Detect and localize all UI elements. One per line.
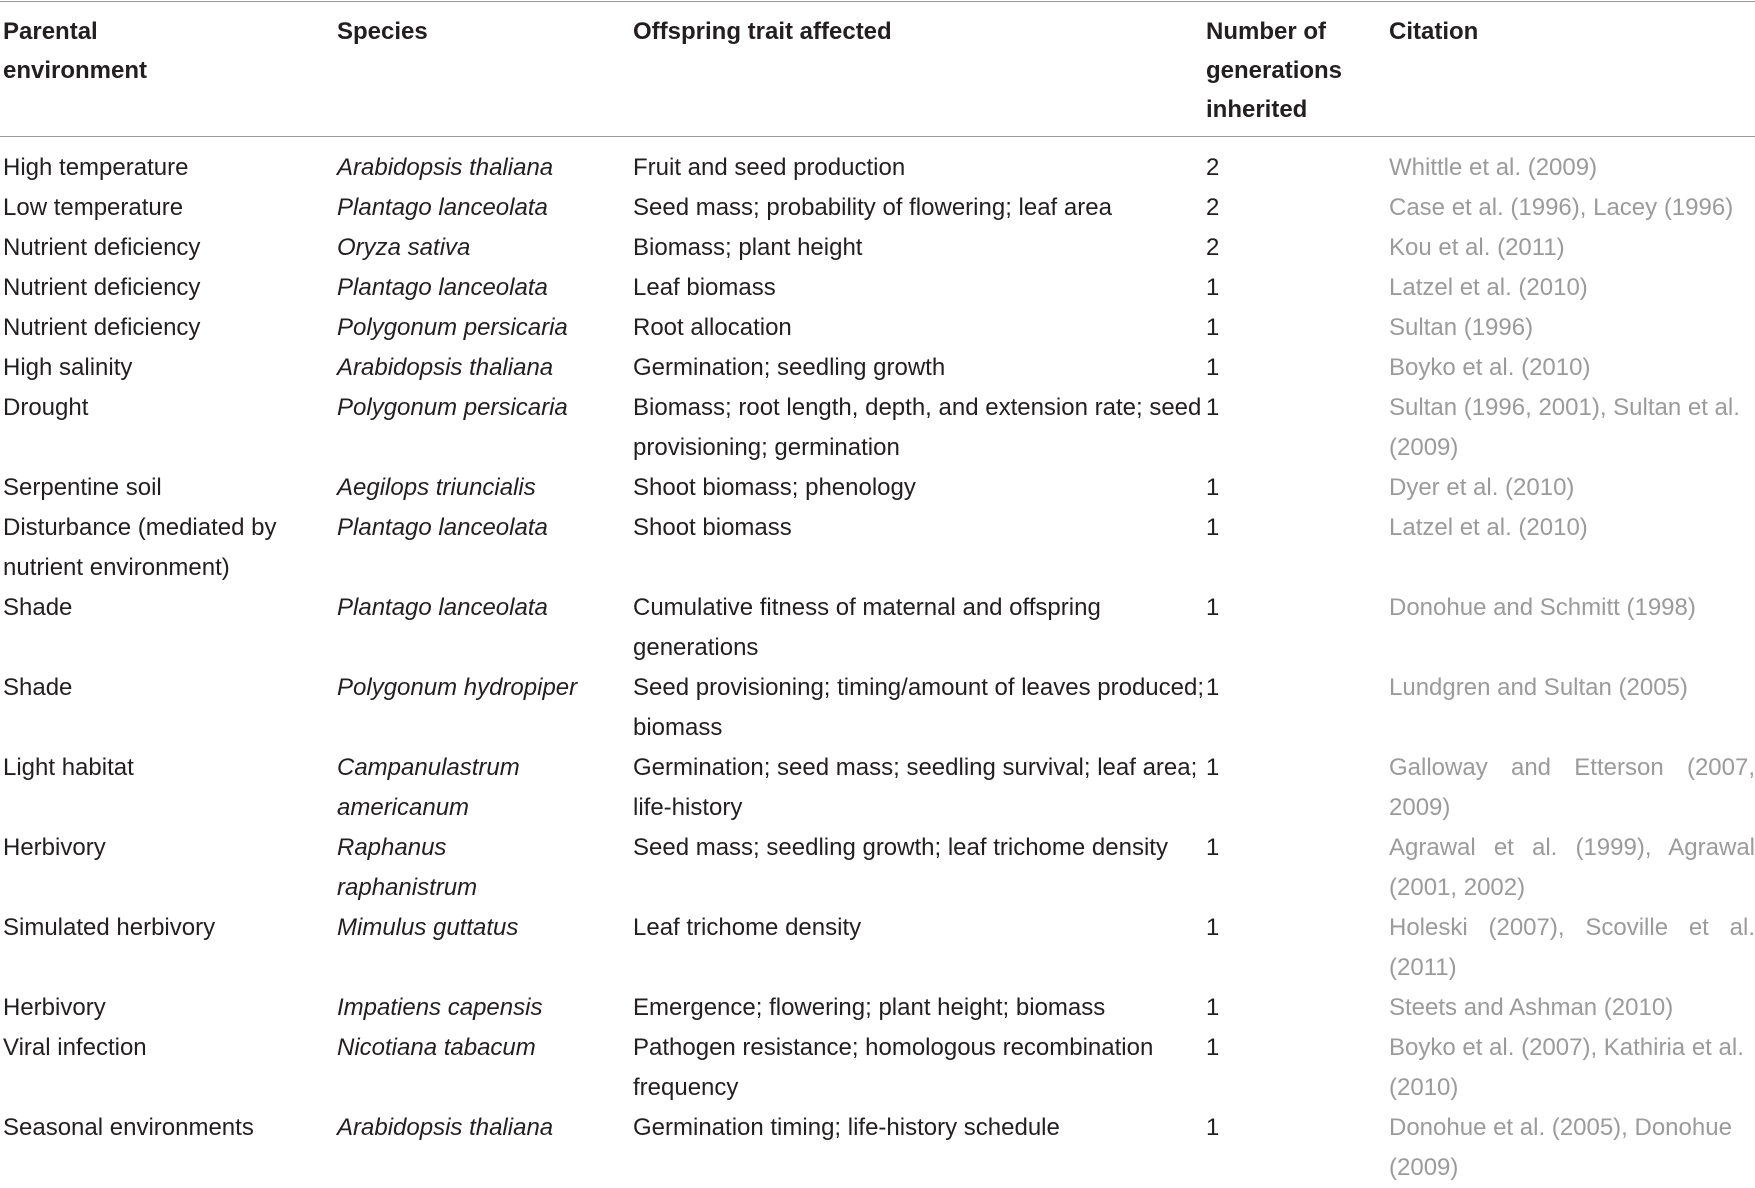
environment-cell: Shade	[3, 594, 73, 621]
citation-cell[interactable]: Latzel et al. (2010)	[1389, 514, 1588, 541]
citation-cell[interactable]: Case et al. (1996), Lacey (1996)	[1389, 194, 1734, 221]
trait-cell: Biomass; plant height	[633, 234, 863, 261]
species-cell: Plantago lanceolata	[337, 594, 548, 621]
citation-cell[interactable]: Whittle et al. (2009)	[1389, 154, 1598, 181]
citation-cell[interactable]: Steets and Ashman (2010)	[1389, 994, 1674, 1021]
generations-cell: 1	[1206, 274, 1220, 301]
header-parental-environment: Parental environment	[3, 18, 148, 84]
species-cell: Plantago lanceolata	[337, 274, 548, 301]
generations-cell: 1	[1206, 994, 1220, 1021]
species-cell: Polygonum persicaria	[337, 394, 568, 421]
environment-cell: Nutrient deficiency	[3, 314, 201, 341]
citation-cell[interactable]: Galloway and Etterson (2007, 2009)	[1389, 754, 1755, 821]
table-top-rule	[0, 1, 1755, 2]
species-cell: Nicotiana tabacum	[337, 1034, 536, 1061]
species-cell: Raphanus raphanistrum	[337, 834, 478, 901]
trait-cell: Germination; seedling growth	[633, 354, 946, 381]
table-row	[0, 908, 1755, 988]
table-row	[0, 828, 1755, 908]
trait-cell: Shoot biomass; phenology	[633, 474, 916, 501]
citation-cell[interactable]: Agrawal et al. (1999), Agrawal (2001, 2002)	[1389, 834, 1755, 901]
table-row	[0, 148, 1755, 188]
species-cell: Oryza sativa	[337, 234, 471, 261]
table-row	[0, 348, 1755, 388]
species-cell: Mimulus guttatus	[337, 914, 519, 941]
table-row	[0, 1108, 1755, 1188]
citation-cell[interactable]: Latzel et al. (2010)	[1389, 274, 1588, 301]
generations-cell: 1	[1206, 394, 1220, 421]
table-row	[0, 748, 1755, 828]
citation-cell[interactable]: Donohue and Schmitt (1998)	[1389, 594, 1696, 621]
header-offspring-trait: Offspring trait affected	[633, 18, 892, 45]
species-cell: Aegilops triuncialis	[337, 474, 536, 501]
table-row	[0, 188, 1755, 228]
generations-cell: 1	[1206, 354, 1220, 381]
header-citation: Citation	[1389, 18, 1479, 45]
generations-cell: 2	[1206, 154, 1220, 181]
environment-cell: Serpentine soil	[3, 474, 162, 501]
generations-cell: 1	[1206, 594, 1220, 621]
generations-cell: 1	[1206, 674, 1220, 701]
generations-cell: 1	[1206, 314, 1220, 341]
generations-cell: 2	[1206, 194, 1220, 221]
table-body	[0, 148, 1755, 1188]
species-cell: Plantago lanceolata	[337, 514, 548, 541]
header-rule	[0, 136, 1755, 137]
environment-cell: High salinity	[3, 354, 133, 381]
environment-cell: Viral infection	[3, 1034, 147, 1061]
header-species: Species	[337, 18, 428, 45]
environment-cell: Drought	[3, 394, 89, 421]
trait-cell: Germination; seed mass; seedling survival; leaf area; life-history	[633, 754, 1198, 821]
generations-cell: 1	[1206, 754, 1220, 781]
trait-cell: Emergence; flowering; plant height; biomass	[633, 994, 1106, 1021]
species-cell: Impatiens capensis	[337, 994, 543, 1021]
header-row	[0, 12, 1755, 129]
citation-cell[interactable]: Boyko et al. (2010)	[1389, 354, 1591, 381]
trait-cell: Germination timing; life-history schedule	[633, 1114, 1060, 1141]
trait-cell: Leaf biomass	[633, 274, 776, 301]
trait-cell: Cumulative fitness of maternal and offspring generations	[633, 594, 1101, 661]
species-cell: Arabidopsis thaliana	[337, 354, 554, 381]
environment-cell: Herbivory	[3, 834, 106, 861]
trait-cell: Seed mass; seedling growth; leaf trichome density	[633, 834, 1168, 861]
environment-cell: Seasonal environments	[3, 1114, 254, 1141]
generations-cell: 1	[1206, 1114, 1220, 1141]
citation-cell[interactable]: Kou et al. (2011)	[1389, 234, 1565, 261]
species-cell: Arabidopsis thaliana	[337, 1114, 554, 1141]
trait-cell: Seed mass; probability of flowering; leaf area	[633, 194, 1112, 221]
generations-cell: 1	[1206, 914, 1220, 941]
species-cell: Campanulastrum americanum	[337, 754, 520, 821]
citation-cell[interactable]: Donohue et al. (2005), Donohue (2009)	[1389, 1114, 1732, 1181]
table-row	[0, 228, 1755, 268]
table-row	[0, 388, 1755, 468]
trait-cell: Shoot biomass	[633, 514, 792, 541]
table-header	[0, 12, 1755, 129]
environment-cell: High temperature	[3, 154, 189, 181]
environment-cell: Nutrient deficiency	[3, 274, 201, 301]
species-cell: Plantago lanceolata	[337, 194, 548, 221]
table-row	[0, 268, 1755, 308]
generations-cell: 1	[1206, 834, 1220, 861]
header-generations: Number of generations inherited	[1206, 18, 1343, 123]
trait-cell: Seed provisioning; timing/amount of leaves produced; biomass	[633, 674, 1205, 741]
generations-cell: 1	[1206, 474, 1220, 501]
table-row	[0, 308, 1755, 348]
table-row	[0, 508, 1755, 588]
table-row	[0, 668, 1755, 748]
trait-cell: Biomass; root length, depth, and extension rate; seed provisioning; germination	[633, 394, 1202, 461]
environment-cell: Nutrient deficiency	[3, 234, 201, 261]
citation-cell[interactable]: Holeski (2007), Scoville et al. (2011)	[1389, 914, 1755, 981]
trait-cell: Pathogen resistance; homologous recombination frequency	[633, 1034, 1154, 1101]
trait-cell: Leaf trichome density	[633, 914, 862, 941]
trait-cell: Root allocation	[633, 314, 792, 341]
species-cell: Polygonum hydropiper	[337, 674, 578, 701]
environment-cell: Disturbance (mediated by nutrient environment)	[3, 514, 277, 581]
environment-cell: Herbivory	[3, 994, 106, 1021]
environment-cell: Shade	[3, 674, 73, 701]
citation-cell[interactable]: Dyer et al. (2010)	[1389, 474, 1575, 501]
environment-cell: Light habitat	[3, 754, 134, 781]
table-row	[0, 468, 1755, 508]
species-cell: Arabidopsis thaliana	[337, 154, 554, 181]
citation-cell[interactable]: Sultan (1996, 2001), Sultan et al. (2009)	[1389, 394, 1740, 461]
trait-cell: Fruit and seed production	[633, 154, 906, 181]
citation-cell[interactable]: Lundgren and Sultan (2005)	[1389, 674, 1688, 701]
species-cell: Polygonum persicaria	[337, 314, 568, 341]
environment-cell: Low temperature	[3, 194, 184, 221]
generations-cell: 1	[1206, 1034, 1220, 1061]
generations-cell: 2	[1206, 234, 1220, 261]
citation-cell[interactable]: Sultan (1996)	[1389, 314, 1534, 341]
table-row	[0, 988, 1755, 1028]
table-row	[0, 588, 1755, 668]
generations-cell: 1	[1206, 514, 1220, 541]
table-row	[0, 1028, 1755, 1108]
environment-cell: Simulated herbivory	[3, 914, 216, 941]
citation-cell[interactable]: Boyko et al. (2007), Kathiria et al. (2010)	[1389, 1034, 1744, 1101]
